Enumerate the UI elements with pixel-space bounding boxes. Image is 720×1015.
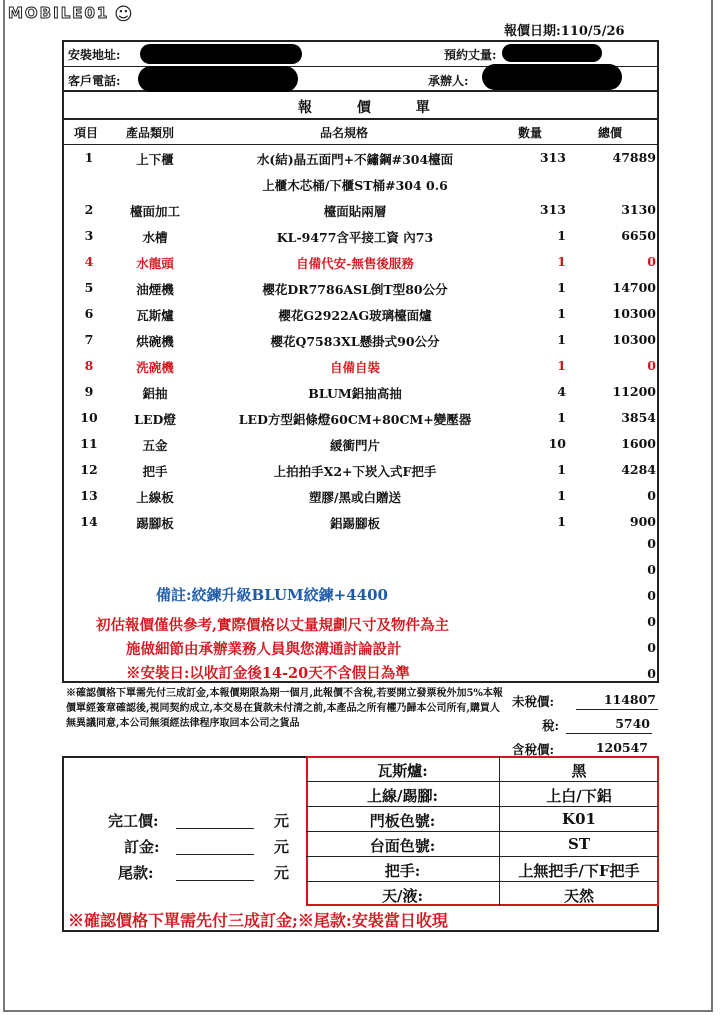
item-number: 3	[84, 228, 94, 243]
item-number: 4	[84, 254, 94, 269]
item-number: 6	[84, 306, 94, 321]
item-category: 水槽	[142, 230, 168, 245]
col-header-spec: 品名規格	[320, 126, 369, 140]
spec-label: 門板色號:	[369, 812, 436, 830]
item-number: 2	[84, 202, 94, 217]
item-number: 11	[80, 436, 98, 451]
deposit-label: 訂金:	[124, 838, 160, 856]
item-category: 檯面加工	[129, 204, 180, 219]
item-number: 13	[80, 488, 98, 503]
item-price: 1600	[621, 436, 656, 451]
col-header-price: 總價	[598, 126, 623, 140]
item-spec: 上櫃木芯桶/下櫃ST桶#304 0.6	[262, 178, 448, 193]
tax-underline	[566, 733, 652, 734]
item-price: 0	[647, 488, 656, 503]
col-header-qty: 數量	[518, 126, 543, 140]
item-category: 洗碗機	[136, 360, 174, 375]
item-spec: KL-9477含平接工資 內73	[276, 230, 434, 245]
item-quantity: 1	[557, 514, 566, 529]
empty-row-price: 0	[647, 588, 656, 603]
spec-value: 天然	[563, 887, 594, 905]
item-quantity: 1	[557, 332, 566, 347]
completion-unit: 元	[274, 812, 290, 830]
spec-value: 上無把手/下F把手	[518, 862, 640, 880]
spec-label: 把手:	[384, 862, 421, 880]
watermark-logo: MOBILE01	[8, 4, 110, 22]
item-category: 五金	[142, 438, 168, 453]
spec-label: 上線/踢腳:	[366, 787, 439, 805]
item-spec: LED方型鋁條燈60CM+80CM+變壓器	[238, 412, 472, 427]
phone-redaction	[138, 66, 298, 92]
item-number: 8	[84, 358, 94, 373]
address-label: 安裝地址:	[68, 48, 121, 62]
deposit-unit: 元	[274, 838, 290, 856]
note-estimate: 初估報價僅供參考,實際價格以丈量規劃尺寸及物件為主	[96, 617, 450, 634]
balance-label: 尾款:	[118, 864, 154, 882]
item-spec: 櫻花DR7786ASL倒T型80公分	[262, 282, 448, 297]
phone-label: 客戶電話:	[68, 74, 121, 88]
item-spec: 水(結)晶五面門+不鏽鋼#304檯面	[256, 152, 454, 167]
item-spec: 自備自裝	[329, 360, 380, 375]
tax-value: 5740	[615, 716, 650, 731]
item-price: 6650	[621, 228, 656, 243]
item-quantity: 1	[557, 462, 566, 477]
item-price: 10300	[612, 332, 656, 347]
item-price: 10300	[612, 306, 656, 321]
item-quantity: 313	[539, 150, 566, 165]
item-quantity: 1	[557, 488, 566, 503]
deposit-field[interactable]	[176, 854, 254, 855]
item-spec: 塑膠/黑或白贈送	[308, 490, 402, 505]
item-spec: BLUM鋁抽高抽	[308, 386, 402, 401]
spec-value: ST	[568, 835, 590, 853]
item-quantity: 313	[539, 202, 566, 217]
spec-label: 台面色號:	[369, 837, 436, 855]
item-price: 0	[647, 358, 656, 373]
balance-field[interactable]	[176, 880, 254, 881]
item-number: 1	[84, 150, 94, 165]
item-quantity: 1	[557, 410, 566, 425]
spec-label: 天/液:	[381, 887, 424, 905]
item-number: 10	[80, 410, 98, 425]
item-spec: 鋁踢腳板	[329, 516, 380, 531]
item-spec: 檯面貼兩層	[323, 204, 387, 219]
item-price: 0	[647, 254, 656, 269]
appointment-label: 預約丈量:	[444, 48, 497, 62]
item-quantity: 1	[557, 306, 566, 321]
col-header-item: 項目	[74, 126, 99, 140]
spec-row-line	[306, 831, 659, 832]
item-quantity: 10	[548, 436, 566, 451]
balance-unit: 元	[274, 864, 290, 882]
bottom-deposit-note: ※確認價格下單需先付三成訂金;※尾款:安裝當日收現	[68, 911, 448, 930]
empty-row-price: 0	[647, 666, 656, 681]
item-spec: 自備代安-無售後服務	[296, 256, 414, 271]
item-category: 水龍頭	[136, 256, 174, 271]
appointment-redaction	[502, 44, 602, 62]
item-category: 把手	[142, 464, 168, 479]
subtotal-value: 114807	[603, 692, 656, 707]
item-spec: 櫻花G2922AG玻璃檯面爐	[278, 308, 432, 323]
item-price: 47889	[612, 150, 656, 165]
completion-price-field[interactable]	[176, 828, 254, 829]
empty-row-price: 0	[647, 640, 656, 655]
address-redaction	[140, 44, 302, 64]
subtotal-label: 未稅價:	[512, 694, 555, 709]
total-value: 120547	[595, 740, 648, 755]
item-quantity: 1	[557, 358, 566, 373]
item-price: 11200	[612, 384, 656, 399]
completion-price-label: 完工價:	[108, 812, 159, 830]
item-price: 4284	[621, 462, 656, 477]
item-quantity: 1	[557, 228, 566, 243]
item-price: 900	[629, 514, 656, 529]
table-header-divider	[62, 144, 659, 145]
subtotal-underline	[576, 709, 658, 710]
empty-row-price: 0	[647, 562, 656, 577]
logo-icon: ☺	[114, 4, 133, 25]
note-design: 施做細節由承辦業務人員與您溝通討論設計	[126, 641, 402, 658]
item-spec: 櫻花Q7583XL懸掛式90公分	[270, 334, 440, 349]
spec-row-line	[306, 781, 659, 782]
item-spec: 上拍拍手X2+下崁入式F把手	[273, 464, 437, 479]
spec-value: K01	[562, 810, 596, 828]
empty-row-price: 0	[647, 614, 656, 629]
item-number: 7	[84, 332, 94, 347]
item-price: 3130	[621, 202, 656, 217]
item-number: 5	[84, 280, 94, 295]
handler-label: 承辦人:	[428, 74, 469, 88]
spec-value: 上白/下鋁	[546, 787, 612, 805]
total-label: 含稅價:	[512, 742, 555, 757]
item-category: 油煙機	[136, 282, 174, 297]
spec-row-line	[306, 806, 659, 807]
col-header-category: 產品類別	[126, 126, 175, 140]
tax-label: 稅:	[542, 718, 560, 733]
terms-fine-print: ※確認價格下單需先付三成訂金,本報價期限為期一個月,此報價不含稅,若要開立發票稅外加5%本報價單經簽章確認後,視同契約成立,本交易在貨款未付清之前,本產品之所有權乃歸本公司所有,購買人無異議同意,本公司無須經法律程序取回本公司之貨品	[66, 688, 503, 729]
item-category: 上線板	[136, 490, 174, 505]
remark-note: 備註:絞鍊升級BLUM絞鍊+4400	[156, 586, 388, 604]
item-number: 9	[84, 384, 94, 399]
spec-row-line	[306, 856, 659, 857]
item-category: 踢腳板	[136, 516, 174, 531]
quote-date: 報價日期:110/5/26	[504, 24, 625, 39]
item-category: LED燈	[134, 412, 176, 427]
item-number: 12	[80, 462, 98, 477]
spec-label: 瓦斯爐:	[377, 762, 428, 780]
spec-value: 黑	[571, 762, 587, 780]
item-quantity: 4	[557, 384, 566, 399]
item-category: 鋁抽	[142, 386, 168, 401]
spec-row-line	[306, 881, 659, 882]
item-spec: 緩衝門片	[329, 438, 380, 453]
item-category: 瓦斯爐	[136, 308, 174, 323]
empty-row-price: 0	[647, 536, 656, 551]
quotation-title: 報 價 單	[298, 100, 432, 116]
item-price: 3854	[621, 410, 656, 425]
handler-redaction	[482, 64, 622, 90]
item-category: 烘碗機	[136, 334, 174, 349]
item-category: 上下櫃	[136, 152, 174, 167]
item-quantity: 1	[557, 280, 566, 295]
item-price: 14700	[612, 280, 656, 295]
item-number: 14	[80, 514, 98, 529]
note-install: ※安裝日:以收訂金後14-20天不含假日為準	[126, 665, 410, 682]
item-quantity: 1	[557, 254, 566, 269]
